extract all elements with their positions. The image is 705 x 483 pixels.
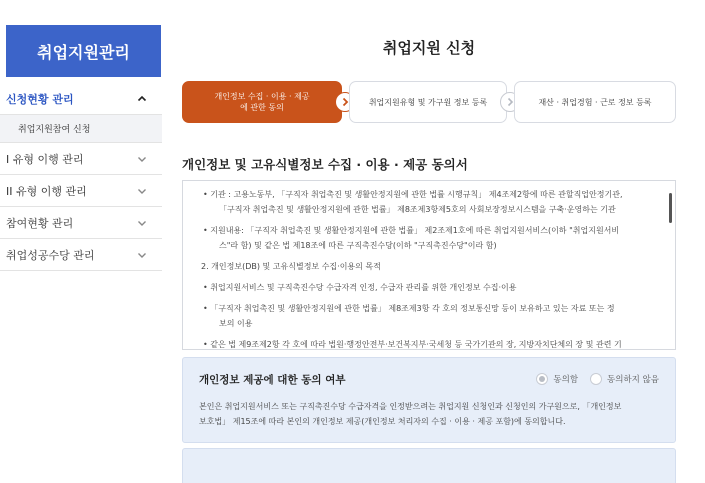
sidebar-item-success-allowance[interactable] [0,239,162,271]
sidebar [0,25,162,271]
step-label-line2: 에 관한 동의 [240,103,284,112]
sidebar-item-type1[interactable] [0,143,162,175]
consent-bullet: • 지원내용: 「구직자 취업촉진 및 생활안정지원에 관한 법률」 제2조제1호에 따른 취업지원서비스(이하 "취업지원서비 스"라 함) 및 같은 법 제18조에 따른 구직촉진수당(이하 "구직촉진수당"이라 함) [203,226,620,250]
consent-bullet: • 같은 법 제9조제2항 각 호에 따라 법원·행정안전부·보건복지부·국세청 등 국가기관의 장, 지방자치단체의 장 및 관련 기 [203,340,622,349]
sidebar-subitem-participation-application[interactable] [0,115,162,143]
sidebar-menu [0,83,162,271]
agree-radio-label: 동의함 [553,375,579,385]
sidebar-item-label: 참여현황 관리 [6,216,74,230]
disagree-radio-label: 동의하지 않음 [607,375,659,385]
chevron-down-icon [136,185,148,197]
consent-heading: 2. 개인정보(DB) 및 고유식별정보 수집·이용의 목적 [201,262,381,271]
step-label: 재산 · 취업경험 · 근로 정보 등록 [538,97,652,107]
step-label: 취업지원유형 및 가구원 정보 등록 [368,97,488,107]
step-support-type[interactable] [349,81,507,123]
consent-text-box[interactable] [182,180,676,350]
consent-bullet: • 기관 : 고용노동부, 「구직자 취업촉진 및 생활안정지원에 관한 법률 시행규칙」 제4조제2항에 따른 관할직업안정기관, 「구직자 취업촉진 및 생활안정지원에 관한 법률」 제8조제3항제5호의 사회보장정보시스템을 구축·운영하는 기관 [203,190,623,214]
sidebar-item-type2[interactable] [0,175,162,207]
step-assets-employment[interactable] [514,81,676,123]
scrollbar-thumb[interactable] [669,193,672,223]
agree-title: 개인정보 제공에 대한 동의 여부 [199,374,346,386]
radio-selected-icon [536,373,548,385]
sidebar-item-label: I 유형 이행 관리 [6,152,84,166]
sidebar-item-application-status[interactable] [0,83,162,115]
step-indicator [182,81,676,123]
agree-description: 본인은 취업지원서비스 또는 구직촉진수당 수급자격을 인정받으려는 취업지원 신청인과 신청인의 가구원으로, 「개인정보 보호법」 제15조에 따라 본인의 개인정보 제공(개인정보 처리자의 수집 · 이용 · 제공 포함)에 동의합니다. [199,402,622,426]
agree-radio[interactable] [536,373,578,385]
chevron-up-icon [136,93,148,105]
consent-bullet: • 「구직자 취업촉진 및 생활안정지원에 관한 법률」 제8조제3항 각 호의 정보통신망 등이 보유하고 있는 자료 또는 정 보의 이용 [203,304,615,328]
radio-unselected-icon [590,373,602,385]
sidebar-item-label: 취업성공수당 관리 [6,248,95,262]
sidebar-item-label: II 유형 이행 관리 [6,184,87,198]
step-consent[interactable] [182,81,342,123]
disagree-radio[interactable] [590,373,659,385]
step-label-line1: 개인정보 수집 · 이용 · 제공 [214,92,310,101]
sidebar-item-participation-status[interactable] [0,207,162,239]
section-title: 개인정보 및 고유식별정보 수집 · 이용 · 제공 동의서 [182,157,468,172]
agree-radio-group [536,373,659,385]
chevron-down-icon [136,217,148,229]
chevron-down-icon [136,249,148,261]
consent-agree-panel [182,357,676,443]
sidebar-title: 취업지원관리 [6,25,161,77]
sidebar-item-label: 신청현황 관리 [6,92,74,106]
next-consent-panel [182,448,676,483]
chevron-down-icon [136,153,148,165]
sidebar-subitem-label: 취업지원참여 신청 [18,125,91,135]
page-title: 취업지원 신청 [382,39,476,57]
consent-bullet: • 취업지원서비스 및 구직촉진수당 수급자격 인정, 수급자 관리를 위한 개인정보 수집·이용 [203,283,517,292]
